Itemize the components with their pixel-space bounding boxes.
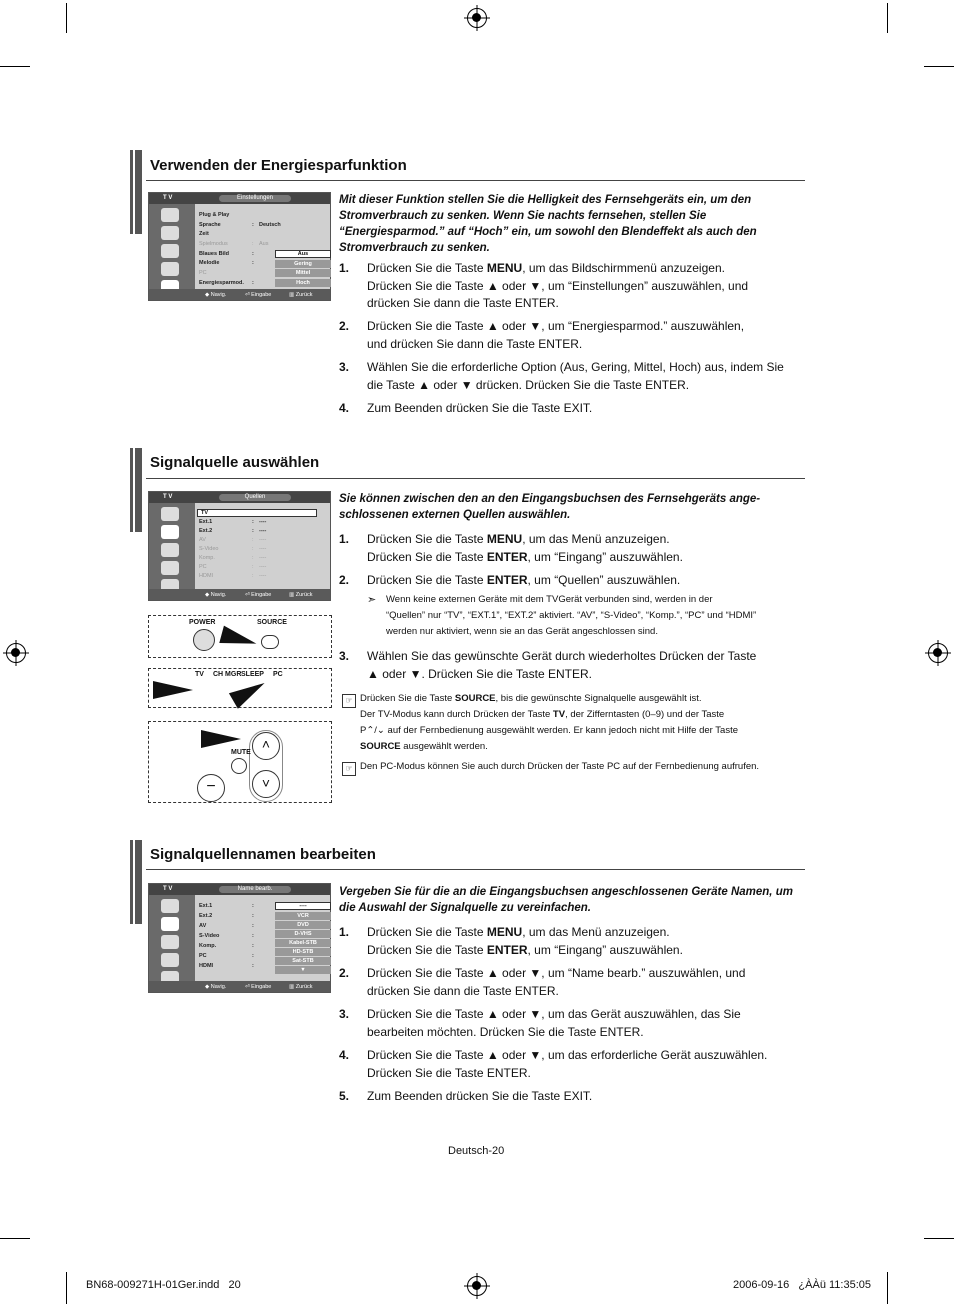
tv-button-label: TV (195, 671, 204, 678)
step-item: 3. Wählen Sie das gewünschte Gerät durch wiederholtes Drücken der Taste ▲ oder ▼. Drücken Sie die Taste ENTER. (339, 649, 757, 681)
source-button-icon (261, 635, 279, 649)
pointer-arrow-icon (153, 681, 193, 699)
menu-icon-column (149, 895, 195, 981)
section-divider (146, 180, 805, 181)
channel-down-icon: ˅ (252, 770, 280, 798)
pc-label: PC (273, 671, 283, 678)
crop-mark (924, 66, 954, 67)
picture-menu-icon (161, 507, 179, 521)
menu-help-bar: ◆ Navig. ⏎ Eingabe ▥ Zurück (149, 981, 330, 992)
pointer-arrow-icon (201, 730, 241, 748)
registration-mark-icon (467, 8, 487, 28)
step-item: 4. Zum Beenden drücken Sie die Taste EXIT. (339, 401, 593, 415)
crop-mark (887, 1272, 888, 1304)
page-number: Deutsch-20 (448, 1145, 505, 1157)
crop-mark (66, 3, 67, 33)
setup-menu-icon (161, 561, 179, 575)
crop-mark (887, 3, 888, 33)
menu-title: Einstellungen (219, 195, 291, 202)
scroll-down-icon: ▼ (275, 966, 331, 974)
section-divider (146, 869, 805, 870)
hand-note-icon: ☞ (342, 762, 356, 776)
sleep-label: SLEEP (241, 671, 264, 678)
tv-label: T V (163, 886, 173, 892)
name-option: Sat-STB (275, 957, 331, 965)
mute-label: MUTE (231, 749, 251, 756)
menu-row: Ext.2 : ---- (199, 528, 267, 534)
step-item: 3. Wählen Sie die erforderliche Option (Aus, Gering, Mittel, Hoch) aus, indem Sie die Taste ▲ oder ▼ drücken. Drücken Sie die Taste ENTER. (339, 360, 784, 392)
menu-row: Ext.1 : (199, 903, 254, 909)
menu-row: Spielmodus : Aus (199, 241, 269, 247)
menu-row: HDMI : ---- (199, 573, 267, 579)
chmgr-label: CH MGR (213, 671, 242, 678)
note-arrow-icon: ➣ (367, 594, 377, 606)
menu-row: Zeit (199, 231, 209, 237)
section-marker (130, 448, 142, 532)
tv-menu-screenshot (148, 491, 331, 601)
print-file-info: BN68-009271H-01Ger.indd 20 (86, 1279, 241, 1291)
hand-note-icon: ☞ (342, 694, 356, 708)
section-intro: Vergeben Sie für die an die Eingangsbuchsen angeschlossenen Geräte Namen, um die Auswahl der Signalquelle zu vereinfachen. (339, 886, 793, 914)
tv-label: T V (163, 195, 173, 201)
step-item: 5. Zum Beenden drücken Sie die Taste EXIT. (339, 1089, 593, 1103)
option-mittel: Mittel (275, 269, 331, 277)
option-aus: Aus (275, 250, 331, 258)
step-item: 2. Drücken Sie die Taste ▲ oder ▼, um “Energiesparmod.” auszuwählen, und drücken Sie dann die Taste ENTER. (339, 319, 745, 351)
tv-menu-screenshot (148, 883, 331, 993)
name-option: DVD (275, 921, 331, 929)
menu-row: Komp. : ---- (199, 555, 267, 561)
print-timestamp: 2006-09-16 ¿ÀÀü 11:35:05 (733, 1279, 872, 1291)
name-option: D-VHS (275, 930, 331, 938)
mute-button-icon (231, 758, 247, 774)
sound-menu-icon (161, 226, 179, 240)
setup-menu-icon (161, 262, 179, 276)
menu-row: AV : (199, 923, 254, 929)
remote-power-source-illustration (148, 615, 332, 658)
section-title: Signalquelle auswählen (150, 454, 320, 471)
menu-icon-column (149, 204, 195, 289)
menu-row: PC : (199, 953, 254, 959)
section-title: Signalquellennamen bearbeiten (150, 846, 376, 863)
menu-row: Plug & Play (199, 212, 230, 218)
step-item: 3. Drücken Sie die Taste ▲ oder ▼, um das Gerät auszuwählen, das Sie bearbeiten möchten. Drücken Sie die Taste ENTER. (339, 1007, 741, 1039)
menu-row: Ext.1 : ---- (199, 519, 267, 525)
remote-tv-pc-illustration (148, 668, 332, 708)
step-item: 2. Drücken Sie die Taste ENTER, um “Quellen” auszuwählen. (339, 573, 681, 587)
crop-mark (66, 1272, 67, 1304)
menu-help-bar: ◆ Navig. ⏎ Eingabe ▥ Zurück (149, 589, 330, 600)
source-label: SOURCE (257, 619, 287, 626)
input-menu-icon (161, 525, 179, 539)
pointer-arrow-icon (229, 675, 269, 709)
channel-menu-icon (161, 543, 179, 557)
menu-row: PC : ---- (199, 564, 267, 570)
tv-menu-screenshot (148, 192, 331, 301)
step-item: 1. Drücken Sie die Taste MENU, um das Menü anzuzeigen. Drücken Sie die Taste ENTER, um “Eingang” auszuwählen. (339, 925, 683, 957)
option-gering: Gering (275, 260, 331, 268)
menu-row: Sprache : Deutsch (199, 222, 281, 228)
section-intro: Sie können zwischen den an den Eingangsbuchsen des Fernsehgeräts ange-schlossenen externen Quellen auswählen. (339, 493, 761, 521)
menu-title: Name bearb. (219, 886, 291, 893)
section-title: Verwenden der Energiesparfunktion (150, 157, 407, 174)
menu-icon-column (149, 503, 195, 589)
pointer-arrow-icon (219, 626, 258, 653)
name-option: HD-STB (275, 948, 331, 956)
menu-row: HDMI : (199, 963, 254, 969)
section-intro: Mit dieser Funktion stellen Sie die Helligkeit des Fernsehgeräts ein, um den Stromverbrauch zu senken. Wenn Sie nachts fernsehen, stellen Sie “Energiesparmod.” auf “Hoch” ein, um sowohl den Blendeffekt als auch den Stromverbrauch zu senken. (339, 194, 757, 254)
crop-mark (0, 1238, 30, 1239)
step-item: 2. Drücken Sie die Taste ▲ oder ▼, um “Name bearb.” auszuwählen, und drücken Sie dann die Taste ENTER. (339, 966, 746, 998)
remote-channel-illustration (148, 721, 332, 803)
name-option: Kabel-STB (275, 939, 331, 947)
step-item: 1. Drücken Sie die Taste MENU, um das Bildschirmmenü anzuzeigen. Drücken Sie die Taste ▲ oder ▼, um “Einstellungen” auszuwählen, und drücken Sie dann die Taste ENTER. (339, 261, 749, 310)
section-divider (146, 478, 805, 479)
menu-help-bar: ◆ Navig. ⏎ Eingabe ▥ Zurück (149, 289, 330, 300)
menu-row: PC (199, 270, 207, 276)
menu-row: S-Video : ---- (199, 546, 267, 552)
step-item: 1. Drücken Sie die Taste MENU, um das Menü anzuzeigen. Drücken Sie die Taste ENTER, um “Eingang” auszuwählen. (339, 532, 683, 564)
channel-menu-icon (161, 935, 179, 949)
registration-mark-icon (6, 643, 26, 663)
source-tv-highlight: TV (197, 509, 317, 517)
power-button-icon (193, 629, 215, 651)
menu-title: Quellen (219, 494, 291, 501)
menu-row: S-Video : (199, 933, 254, 939)
tip-text: Den PC-Modus können Sie auch durch Drücken der Taste PC auf der Fernbedienung aufrufen. (360, 761, 760, 772)
menu-row: AV : ---- (199, 537, 267, 543)
step-item: 4. Drücken Sie die Taste ▲ oder ▼, um das erforderliche Gerät auszuwählen. Drücken Sie die Taste ENTER. (339, 1048, 768, 1080)
crop-mark (924, 1238, 954, 1239)
channel-up-icon: ˄ (252, 732, 280, 760)
menu-row: Energiesparmod. : (199, 280, 254, 286)
registration-mark-icon (467, 1276, 487, 1296)
section-marker (130, 150, 142, 234)
picture-menu-icon (161, 208, 179, 222)
name-option: VCR (275, 912, 331, 920)
registration-mark-icon (928, 643, 948, 663)
tv-label: T V (163, 494, 173, 500)
section-marker (130, 840, 142, 924)
menu-row: Melodie : (199, 260, 254, 266)
option-hoch: Hoch (275, 279, 331, 287)
power-label: POWER (189, 619, 216, 626)
menu-row: Ext.2 : (199, 913, 254, 919)
picture-menu-icon (161, 899, 179, 913)
input-menu-icon (161, 917, 179, 931)
tip-text: Drücken Sie die Taste SOURCE, bis die gewünschte Signalquelle ausgewählt ist. Der TV-Modus kann durch Drücken der Taste TV, der Zifferntasten (0–9) und der Taste P⌃/⌄ auf der Fernbedienung ausgewählt werden. Er kann jedoch nicht mit Hilfe der Taste SOURCE ausgewählt werden. (360, 693, 739, 752)
menu-row: Komp. : (199, 943, 254, 949)
menu-row: Blaues Bild : (199, 251, 254, 257)
crop-mark (0, 66, 30, 67)
name-option: ---- (275, 902, 331, 910)
volume-down-icon: − (197, 774, 225, 802)
channel-menu-icon (161, 244, 179, 258)
setup-menu-icon (161, 953, 179, 967)
